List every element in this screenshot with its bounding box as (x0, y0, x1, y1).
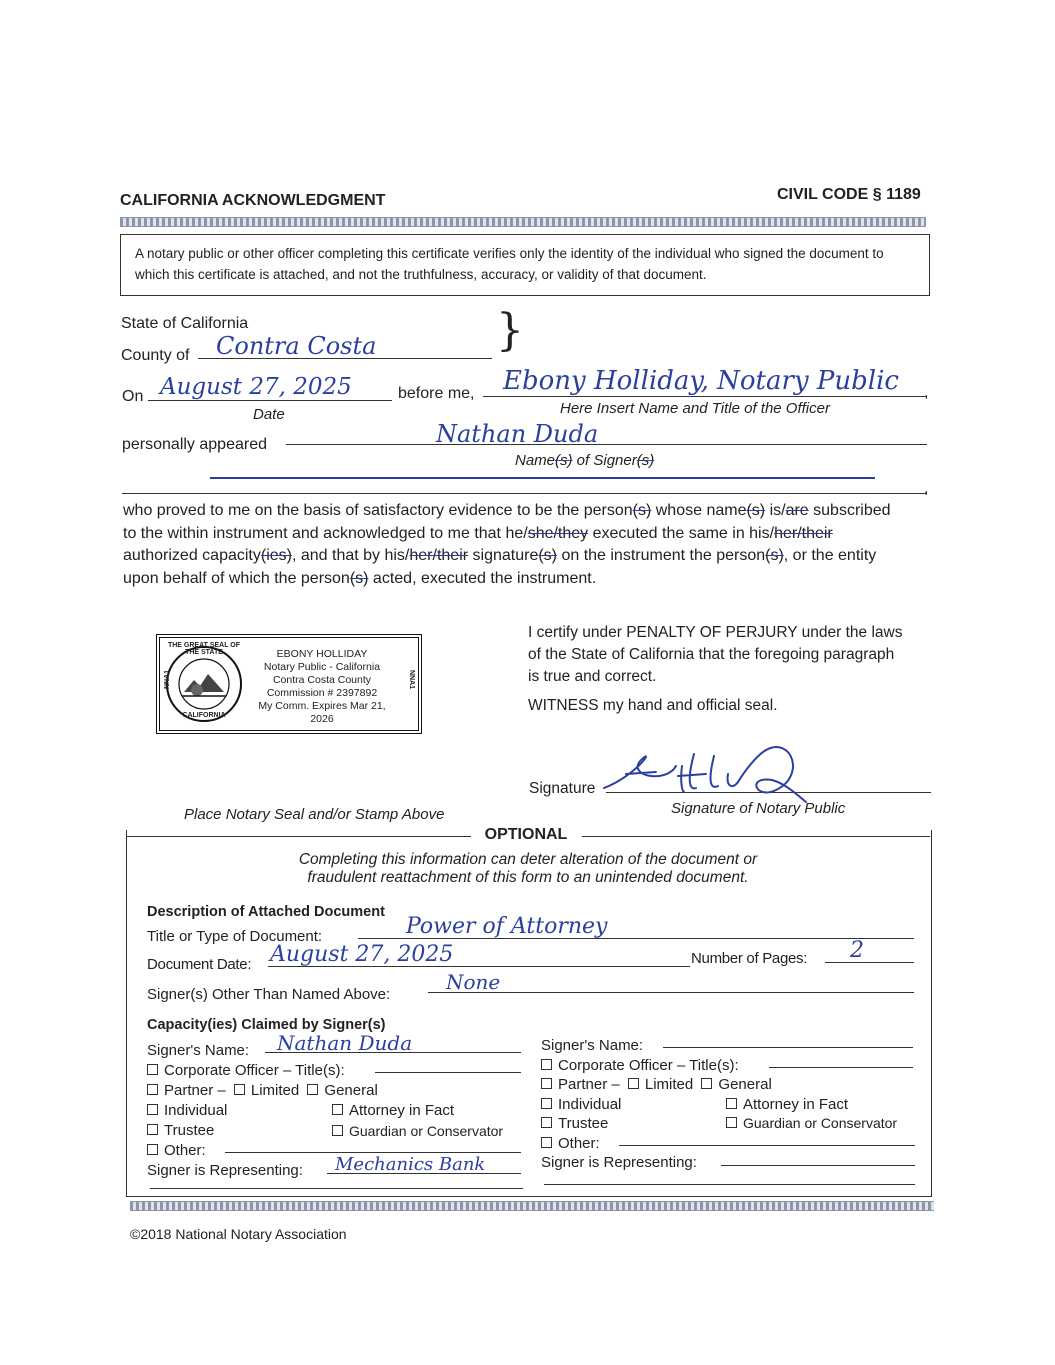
others-value[interactable]: None (446, 970, 501, 994)
checkbox-icon[interactable] (541, 1117, 552, 1128)
representing-label: Signer is Representing: (147, 1162, 303, 1179)
checkbox-icon[interactable] (147, 1124, 158, 1135)
form-title: CALIFORNIA ACKNOWLEDGMENT (120, 192, 386, 209)
optional-intro-line-1: Completing this information can deter alteration of the document or (298, 851, 758, 868)
acknowledgment-paragraph (123, 500, 938, 590)
struck-text: (s) (349, 569, 369, 587)
checkbox-icon[interactable] (147, 1084, 158, 1095)
copyright: ©2018 National Notary Association (130, 1226, 347, 1242)
left-signer-name-value[interactable]: Nathan Duda (277, 1031, 413, 1055)
paragraph-line-1 (123, 500, 938, 523)
text-run: subscribed (808, 502, 891, 519)
left-extra-line (150, 1188, 523, 1189)
struck-text: (s) (632, 502, 652, 519)
text-run: upon behalf of which the person (123, 569, 350, 587)
pages-line (825, 962, 914, 963)
notary-seal (156, 634, 422, 734)
struck-text: her/their (774, 524, 833, 542)
text-run: whose name (651, 502, 747, 519)
left-attorney-option[interactable] (332, 1101, 454, 1121)
notice-text: A notary public or other officer completing this certificate verifies only the identity of the individual who signed the document to which this certificate is attached, and not the truthfulness, accuracy, or validity of that document. (135, 246, 884, 282)
left-representing-row (147, 1154, 527, 1181)
seal-caption: Place Notary Seal and/or Stamp Above (184, 806, 445, 823)
on-label: On (122, 388, 144, 405)
signer-caption-signer: of Signer (572, 452, 637, 469)
date-line (148, 400, 392, 401)
signer-name-label: Signer's Name: (541, 1037, 644, 1054)
optional-rule-right (582, 836, 930, 837)
left-corporate-line (375, 1072, 521, 1073)
seal-text (246, 648, 398, 726)
left-corporate-row[interactable] (147, 1061, 527, 1081)
guardian-label: Guardian or Conservator (743, 1115, 898, 1131)
certify-text: I certify under PENALTY OF PERJURY under the laws of the State of California that the foregoing paragraph is true and correct. (528, 624, 903, 685)
state-label: State of California (121, 315, 249, 332)
appeared-label: personally appeared (122, 436, 267, 453)
signer-caption-strike-1: (s) (555, 452, 573, 469)
checkbox-icon[interactable] (307, 1084, 318, 1095)
checkbox-icon[interactable] (332, 1125, 343, 1136)
struck-text: (s) (538, 547, 557, 564)
seal-title: Notary Public - California (263, 661, 381, 673)
checkbox-icon[interactable] (541, 1098, 552, 1109)
signer-line (286, 444, 927, 445)
text-run: is/ (765, 502, 786, 519)
signer-name-label: Signer's Name: (147, 1042, 250, 1059)
right-attorney-option[interactable] (726, 1095, 848, 1115)
struck-text: she/they (527, 524, 589, 542)
representing-label: Signer is Representing: (541, 1154, 697, 1171)
right-other-line (619, 1145, 915, 1146)
seal-county: Contra Costa County (272, 674, 372, 686)
left-trustee-row (147, 1121, 527, 1141)
doc-date-value[interactable]: August 27, 2025 (270, 942, 454, 967)
checkbox-icon[interactable] (147, 1144, 158, 1155)
brace-icon: } (496, 305, 524, 356)
text-run: on the instrument the person (557, 547, 766, 564)
corporate-label: Corporate Officer – Title(s): (558, 1056, 739, 1074)
text-run: authorized capacity (123, 547, 261, 564)
seal-side-left: NNA1 (164, 669, 172, 690)
attorney-label: Attorney in Fact (349, 1102, 455, 1119)
individual-label: Individual (164, 1102, 228, 1119)
pen-line (210, 477, 875, 479)
checkbox-icon[interactable] (628, 1078, 639, 1089)
other-label: Other: (164, 1142, 206, 1159)
struck-text: (s) (746, 502, 766, 519)
checkbox-icon[interactable] (726, 1117, 737, 1128)
doc-date-label: Document Date: (147, 956, 252, 973)
struck-text: (s) (765, 547, 784, 564)
comma-2: , (924, 480, 929, 497)
left-partner-row (147, 1081, 527, 1101)
left-signer-column (147, 1031, 527, 1181)
checkbox-icon[interactable] (541, 1078, 552, 1089)
struck-text: (ies) (260, 547, 292, 564)
paragraph-line-4 (123, 568, 938, 591)
paragraph-line-2 (123, 523, 938, 546)
title-label: Title or Type of Document: (147, 928, 323, 945)
cap-heading: Capacity(ies) Claimed by Signer(s) (147, 1017, 386, 1033)
text-run: , and that by his/ (291, 547, 410, 564)
before-me-label: before me, (398, 385, 475, 402)
right-guardian-option[interactable] (726, 1114, 897, 1134)
trustee-label: Trustee (164, 1122, 215, 1139)
optional-intro-line-2: fraudulent reattachment of this form to an unintended document. (307, 869, 749, 886)
right-corporate-row[interactable] (541, 1056, 921, 1076)
struck-text: her/their (409, 547, 469, 564)
left-other-line (225, 1152, 521, 1153)
seal-side-right: NNA1 (408, 669, 416, 690)
right-other-row[interactable] (541, 1134, 921, 1154)
other-label: Other: (558, 1134, 600, 1152)
signature-caption: Signature of Notary Public (671, 800, 846, 817)
seal-ring-bottom: CALIFORNIA (182, 712, 226, 719)
right-corporate-line (769, 1067, 913, 1068)
notice-box (120, 234, 930, 296)
right-representing-row[interactable] (541, 1153, 921, 1173)
title-value[interactable]: Power of Attorney (406, 914, 608, 939)
attorney-label: Attorney in Fact (743, 1095, 849, 1113)
right-representing-line (721, 1165, 915, 1166)
officer-line (483, 396, 926, 397)
paragraph-line-3 (123, 545, 938, 568)
guardian-label: Guardian or Conservator (349, 1123, 504, 1139)
optional-rule-left (126, 836, 471, 837)
left-signer-name-row (147, 1031, 527, 1061)
decorative-band-bottom (130, 1201, 934, 1211)
county-label: County of (121, 347, 190, 364)
pages-label: Number of Pages: (691, 950, 808, 967)
optional-intro (126, 851, 930, 887)
text-run: acted, executed the instrument. (368, 569, 597, 587)
individual-label: Individual (558, 1095, 622, 1113)
county-value[interactable]: Contra Costa (216, 332, 377, 360)
seal-name: EBONY HOLLIDAY (276, 648, 368, 660)
seal-ring-top: THE GREAT SEAL OF THE STATE (167, 642, 241, 656)
right-individual-row (541, 1095, 921, 1115)
checkbox-icon[interactable] (726, 1098, 737, 1109)
struck-text: are (785, 502, 809, 519)
extra-signer-line (122, 493, 927, 494)
desc-heading: Description of Attached Document (147, 904, 385, 920)
checkbox-icon[interactable] (147, 1104, 158, 1115)
corporate-label: Corporate Officer – Title(s): (164, 1062, 345, 1079)
text-run: to the within instrument and acknowledged to me that he/ (123, 524, 528, 542)
general-label: General (324, 1082, 378, 1099)
date-value[interactable]: August 27, 2025 (160, 374, 352, 400)
right-extra-line (544, 1184, 915, 1185)
text-run: , or the entity (783, 547, 877, 564)
others-label: Signer(s) Other Than Named Above: (147, 986, 391, 1003)
trustee-label: Trustee (558, 1115, 609, 1132)
text-run: who proved to me on the basis of satisfactory evidence to be the person (123, 502, 633, 519)
left-representing-value[interactable]: Mechanics Bank (335, 1154, 486, 1175)
right-signer-name-line (663, 1047, 913, 1048)
others-line (428, 992, 914, 993)
partner-label: Partner – (558, 1076, 620, 1093)
right-signer-column (541, 1036, 921, 1173)
seal-expires: My Comm. Expires Mar 21, 2026 (258, 700, 386, 725)
partner-label: Partner – (164, 1082, 226, 1099)
decorative-band-top (120, 217, 926, 227)
text-run: executed the same in his/ (588, 524, 775, 542)
witness-text: WITNESS my hand and official seal. (528, 697, 778, 714)
signature-label: Signature (529, 780, 596, 797)
checkbox-icon[interactable] (234, 1084, 245, 1095)
officer-value[interactable]: Ebony Holliday, Notary Public (503, 366, 899, 396)
left-individual-row (147, 1101, 527, 1121)
checkbox-icon[interactable] (147, 1064, 158, 1075)
checkbox-icon[interactable] (541, 1137, 552, 1148)
date-caption: Date (253, 406, 285, 423)
checkbox-icon[interactable] (541, 1059, 552, 1070)
checkbox-icon[interactable] (332, 1104, 343, 1115)
general-label: General (718, 1076, 772, 1093)
comma: , (924, 384, 929, 401)
limited-label: Limited (644, 1076, 694, 1093)
signer-value[interactable]: Nathan Duda (436, 420, 599, 448)
checkbox-icon[interactable] (701, 1078, 712, 1089)
signer-caption (515, 452, 654, 469)
limited-label: Limited (250, 1082, 300, 1099)
officer-caption: Here Insert Name and Title of the Officer (560, 400, 830, 417)
right-trustee-row (541, 1114, 921, 1134)
signer-caption-strike-2: (s) (636, 452, 655, 469)
right-partner-row (541, 1075, 921, 1095)
optional-heading: OPTIONAL (484, 826, 568, 843)
text-run: signature (468, 547, 539, 564)
left-guardian-option[interactable] (332, 1121, 503, 1141)
notary-signature-image[interactable] (596, 736, 816, 804)
signer-caption-name: Name (515, 452, 556, 469)
right-signer-name-row[interactable] (541, 1036, 921, 1056)
seal-commission: Commission # 2397892 (266, 687, 378, 699)
pages-value[interactable]: 2 (850, 938, 864, 963)
civil-code: CIVIL CODE § 1189 (777, 186, 921, 203)
